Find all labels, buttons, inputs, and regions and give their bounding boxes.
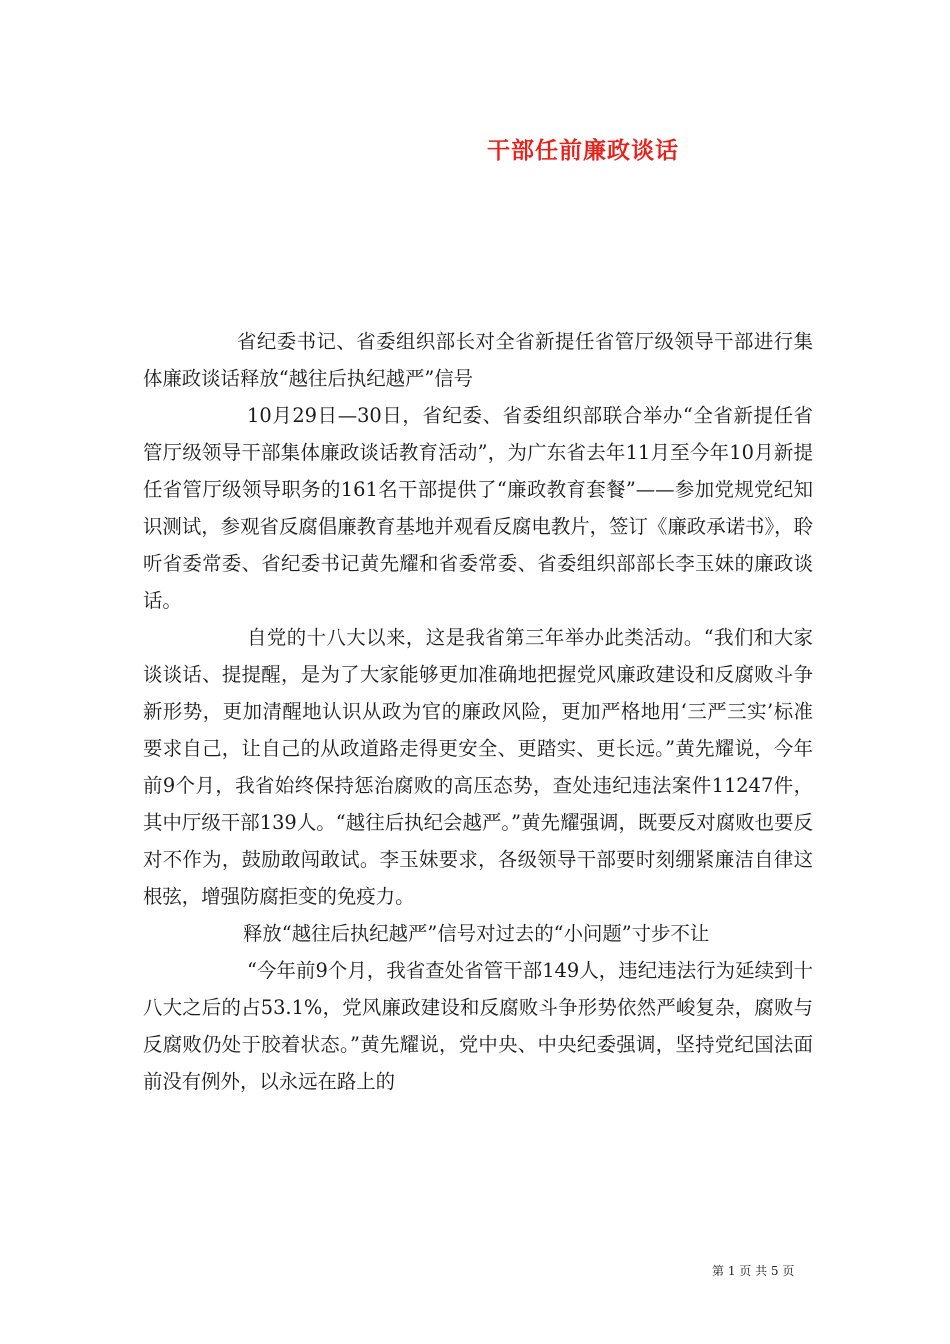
paragraph-subheading: 释放“越往后执纪越严”信号对过去的“小问题”寸步不让 — [243, 922, 710, 945]
document-title: 干部任前廉政谈话 — [487, 137, 679, 164]
page-number: 第 1 页 共 5 页 — [712, 1264, 795, 1278]
paragraph-headline: 省纪委书记、省委组织部长对全省新提任省管厅级领导干部进行集体廉政谈话释放“越往后执纪越严”信号 — [143, 330, 813, 390]
paragraph-cases: “今年前9个月，我省查处省管干部149人，违纪违法行为延续到十八大之后的占53.1%，党风廉政建设和反腐败斗争形势依然严峻复杂，腐败与反腐败仍处于胶着状态。”黄先耀说，党中央、中央纪委强调，坚持党纪国法面前没有例外，以永远在路上的 — [143, 959, 813, 1093]
paragraph-speech: 自党的十八大以来，这是我省第三年举办此类活动。“我们和大家谈谈话、提提醒，是为了大家能够更加准确地把握党风廉政建设和反腐败斗争新形势，更加清醒地认识从政为官的廉政风险，更加严格地用‘三严三实’标准要求自己，让自己的从政道路走得更安全、更踏实、更长远。”黄先耀说，今年前9个月，我省始终保持惩治腐败的高压态势，查处违纪违法案件11247件，其中厅级干部139人。“越往后执纪会越严。”黄先耀强调，既要反对腐败也要反对不作为，鼓励敢闯敢试。李玉妹要求，各级领导干部要时刻绷紧廉洁自律这根弦，增强防腐拒变的免疫力。 — [143, 626, 813, 908]
paragraph-event: 10月29日—30日，省纪委、省委组织部联合举办“全省新提任省管厅级领导干部集体廉政谈话教育活动”，为广东省去年11月至今年10月新提任省管厅级领导职务的161名干部提供了“廉政教育套餐”——参加党规党纪知识测试，参观省反腐倡廉教育基地并观看反腐电教片，签订《廉政承诺书》，聆听省委常委、省纪委书记黄先耀和省委常委、省委组织部部长李玉妹的廉政谈话。 — [143, 404, 813, 612]
document-body — [143, 323, 813, 1100]
